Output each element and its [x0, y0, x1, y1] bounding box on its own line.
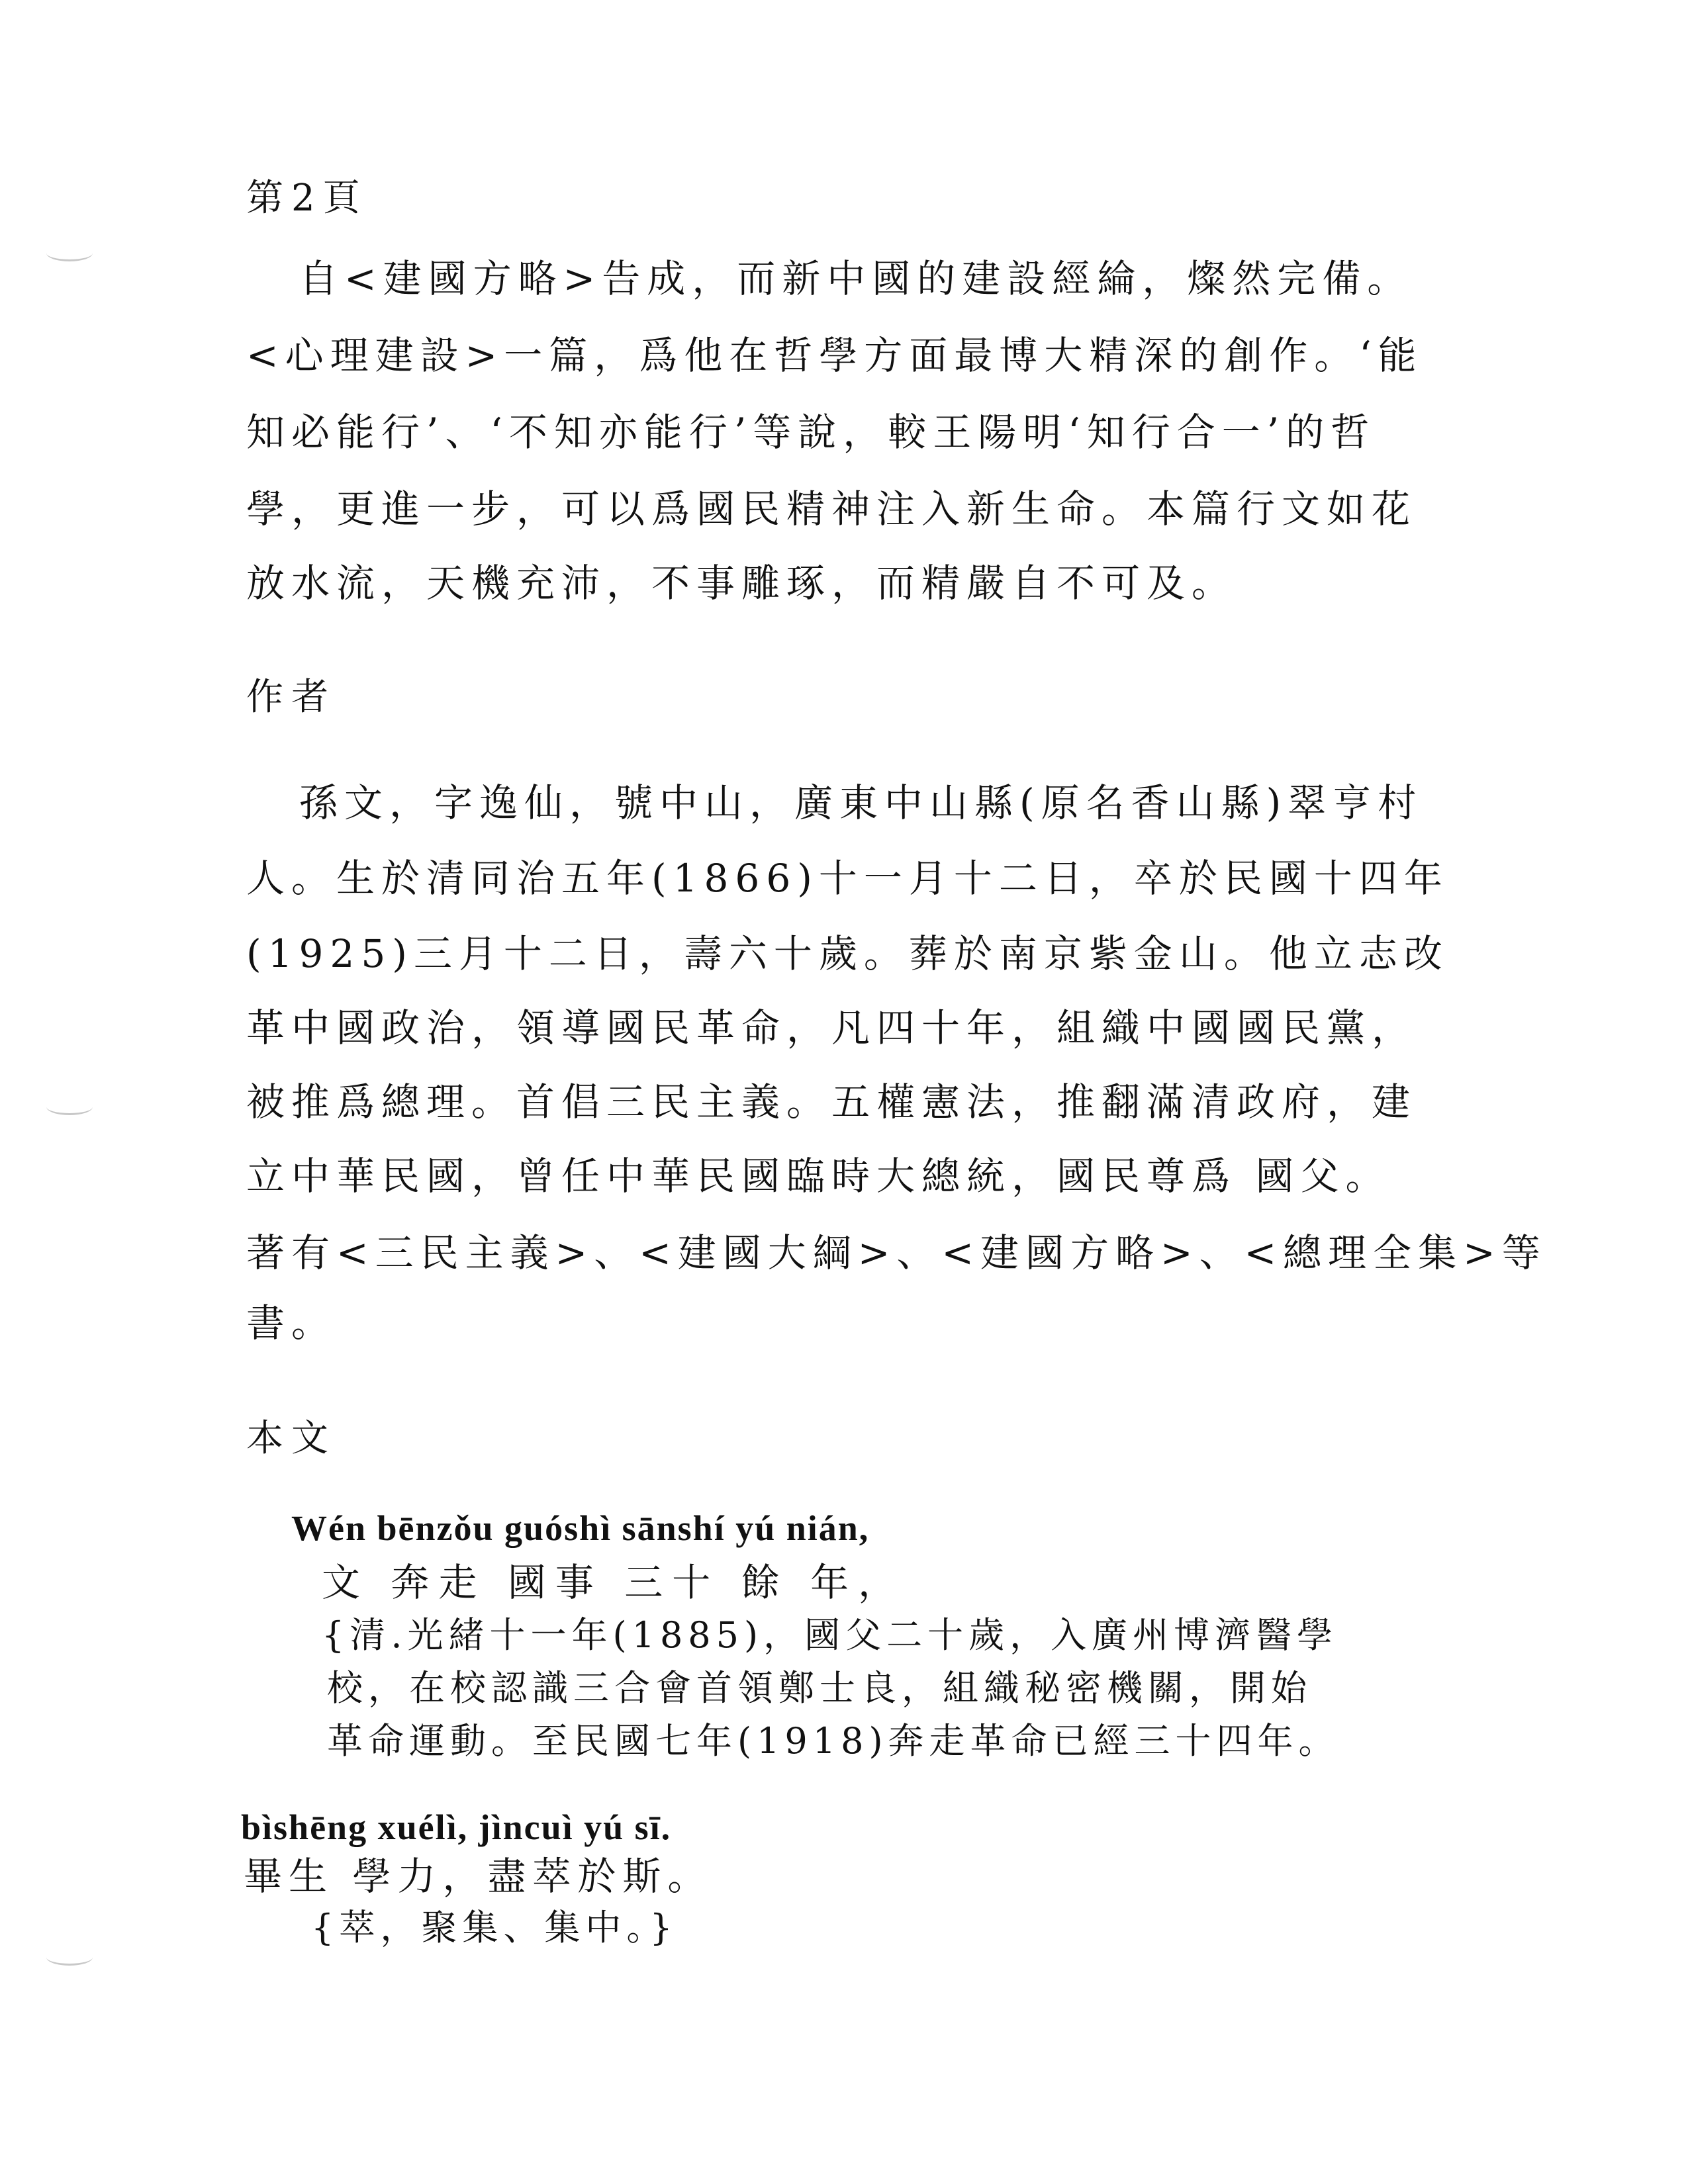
verse-2-pinyin: bìshēng xuélì, jìncuì yú sī. — [241, 1807, 672, 1847]
author-line: 孫文，字逸仙，號中山，廣東中山縣(原名香山縣)翠亨村 — [299, 780, 1423, 825]
author-line: (1925)三月十二日，壽六十歲。葬於南京紫金山。他立志改 — [246, 931, 1449, 976]
intro-line: <心理建設>一篇，爲他在哲學方面最博大精深的創作。‘能 — [246, 333, 1423, 378]
author-line: 被推爲總理。首倡三民主義。五權憲法，推翻滿清政府，建 — [246, 1079, 1417, 1124]
text-heading: 本文 — [246, 1417, 336, 1460]
author-line: 人。生於清同治五年(1866)十一月十二日，卒於民國十四年 — [246, 856, 1449, 901]
punch-hole-middle — [46, 1099, 93, 1115]
author-line: 革中國政治，領導國民革命，凡四十年，組織中國國民黨， — [246, 1005, 1417, 1050]
verse-1-note-line: 革命運動。至民國七年(1918)奔走革命已經三十四年。 — [327, 1720, 1340, 1762]
verse-1-chinese: 文 奔走 國事 三十 餘 年， — [322, 1560, 906, 1605]
author-line: 立中華民國，曾任中華民國臨時大總統，國民尊爲 國父。 — [246, 1154, 1391, 1199]
author-line: 著有<三民主義>、<建國大綱>、<建國方略>、<總理全集>等 — [246, 1230, 1547, 1275]
verse-1-pinyin: Wén bēnzǒu guóshì sānshí yú nián, — [291, 1508, 870, 1548]
verse-1-note-line: 校，在校認識三合會首領鄭士良，組織秘密機關，開始 — [327, 1667, 1312, 1709]
punch-hole-top — [46, 245, 93, 261]
author-line: 書。 — [246, 1300, 337, 1345]
verse-2-chinese: 畢生 學力，盡萃於斯。 — [244, 1854, 713, 1899]
page-label: 第2頁 — [246, 177, 368, 220]
intro-line: 學，更進一步，可以爲國民精神注入新生命。本篇行文如花 — [246, 486, 1417, 531]
verse-2-note: {萃，聚集、集中。} — [311, 1907, 678, 1948]
intro-line: 自<建國方略>告成，而新中國的建設經綸，燦然完備。 — [299, 256, 1413, 301]
author-heading: 作者 — [246, 676, 336, 719]
punch-hole-bottom — [46, 1949, 93, 1966]
intro-line: 知必能行’、‘不知亦能行’等說，較王陽明‘知行合一’的哲 — [246, 410, 1376, 455]
verse-1-note-line: {清.光緒十一年(1885)，國父二十歲，入廣州博濟醫學 — [322, 1614, 1338, 1656]
intro-line: 放水流，天機充沛，不事雕琢，而精嚴自不可及。 — [246, 561, 1237, 606]
